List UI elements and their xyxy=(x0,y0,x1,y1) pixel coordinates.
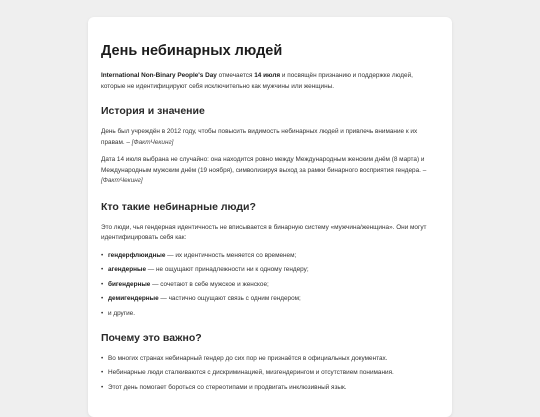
bullet-icon: • xyxy=(101,266,104,273)
history-paragraph-1 xyxy=(101,127,439,148)
intro-event-name: International Non-Binary People's Day xyxy=(101,72,217,79)
bullet-icon: • xyxy=(101,280,104,288)
intro-text-1: отмечается xyxy=(216,72,255,79)
history-paragraph-2 xyxy=(101,155,439,187)
list-item xyxy=(101,251,439,260)
identity-list xyxy=(101,251,439,318)
list-item xyxy=(101,368,439,377)
bullet-icon: • xyxy=(101,383,104,391)
identity-desc: — сочетают в себе мужское и женское; xyxy=(150,280,269,288)
history-heading: История и значение xyxy=(101,105,205,117)
intro-date: 14 июля xyxy=(254,72,281,79)
identity-term: демигендерные xyxy=(108,295,159,302)
identity-term: гендерфлюидные xyxy=(108,251,166,259)
history-source-1: [ФактЧекинг] xyxy=(131,138,174,146)
identity-term: агендерные xyxy=(108,266,147,273)
list-item xyxy=(101,309,439,318)
identity-desc: — частично ощущают связь с одним гендером; xyxy=(158,295,301,302)
bullet-icon: • xyxy=(101,354,104,362)
bullet-icon: • xyxy=(101,251,104,259)
bullet-icon: • xyxy=(101,309,104,317)
bullet-icon: • xyxy=(101,295,104,302)
history-text-1: День был учреждён в 2012 году, чтобы повысить видимость небинарных людей и привлечь внимание к их правам. – xyxy=(101,128,418,146)
identity-desc: и другие. xyxy=(108,309,135,317)
importance-text: Во многих странах небинарный гендер до сих пор не признаётся в официальных документах. xyxy=(108,354,388,362)
list-item xyxy=(101,354,439,363)
list-item xyxy=(101,383,439,392)
intro-paragraph xyxy=(101,71,439,92)
history-text-2: Дата 14 июля выбрана не случайно: она находится ровно между Международным женским днём (8 марта) и Международным мужским днём (19 ноября), символизируя выход за рамки бинарного восприятия гендера. – xyxy=(101,156,427,174)
identity-term: бигендерные xyxy=(108,280,151,288)
who-heading: Кто такие небинарные люди? xyxy=(101,200,256,213)
importance-list xyxy=(101,354,439,392)
intro-text-2: и посвящён признанию и поддержке людей, которые не идентифицируют себя исключительно как мужчины или женщины. xyxy=(101,72,413,90)
why-heading: Почему это важно? xyxy=(101,331,202,344)
article-card xyxy=(88,17,452,417)
identity-desc: — их идентичность меняется со временем; xyxy=(165,251,297,259)
importance-text: Этот день помогает бороться со стереотипами и продвигать инклюзивный язык. xyxy=(108,383,347,391)
bullet-icon: • xyxy=(101,369,104,376)
list-item xyxy=(101,294,439,303)
list-item xyxy=(101,265,439,274)
importance-text: Небинарные люди сталкиваются с дискриминацией, мизгендерингом и отсутствием понимания. xyxy=(108,369,394,376)
history-source-2: [ФактЧекинг] xyxy=(101,177,143,184)
who-paragraph: Это люди, чья гендерная идентичность не вписывается в бинарную систему «мужчина/женщина». Они могут идентифицировать себя как: xyxy=(101,223,427,241)
identity-desc: — не ощущают принадлежности ни к одному гендеру; xyxy=(146,266,309,273)
list-item xyxy=(101,280,439,289)
page-title: День небинарных людей xyxy=(101,43,283,59)
